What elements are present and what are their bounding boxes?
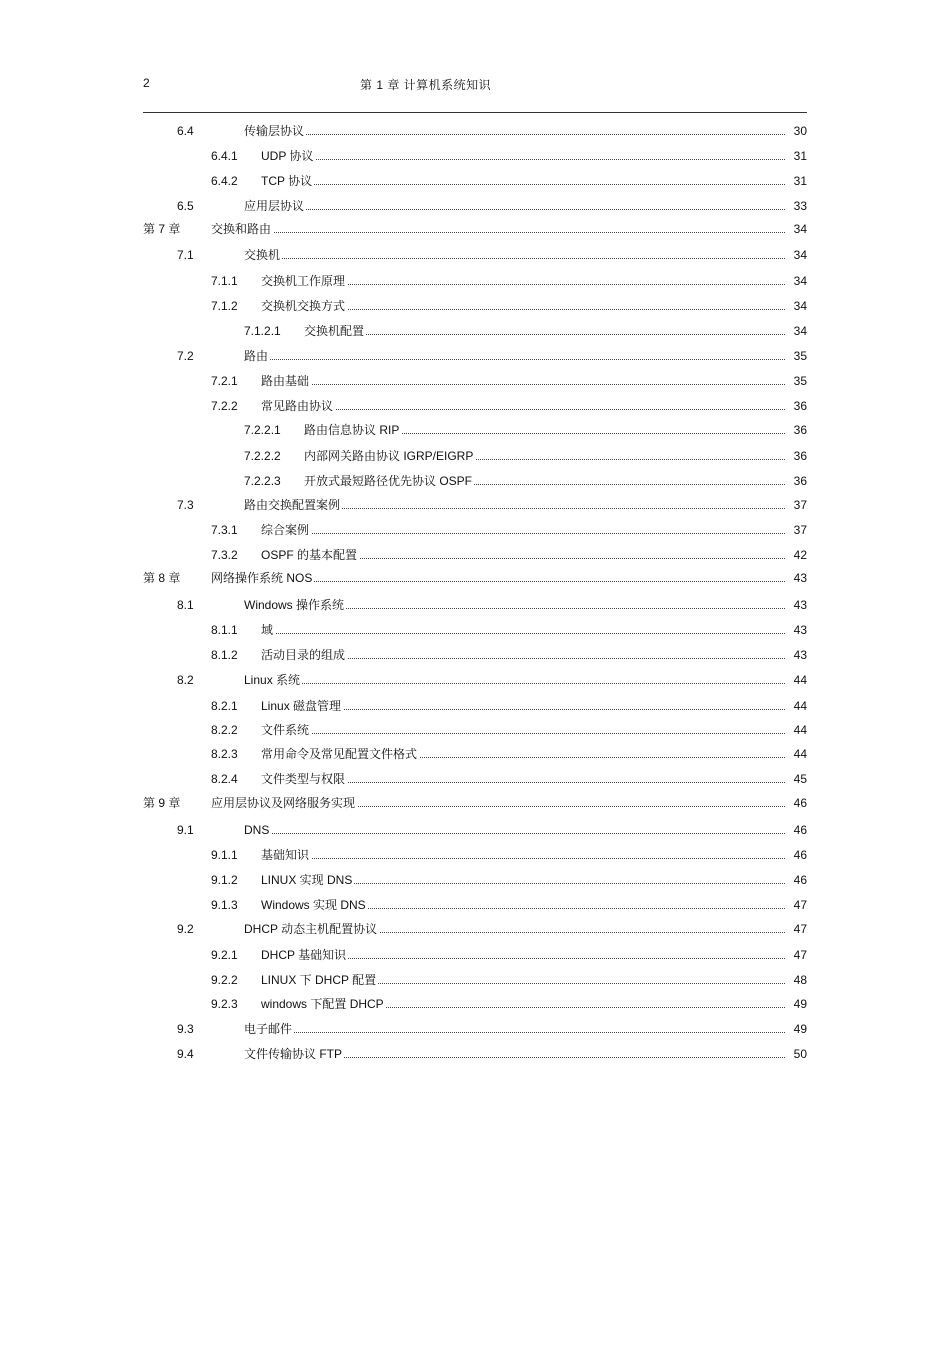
toc-entry-title: 交换和路由 <box>211 222 272 236</box>
toc-entry-number: 9.3 <box>177 1022 194 1036</box>
toc-entry[interactable] <box>0 721 950 739</box>
toc-entry-number: 9.4 <box>177 1047 194 1061</box>
toc-entry-title: 交换机工作原理 <box>261 274 346 288</box>
toc-entry-number: 7.2.2.2 <box>244 449 281 463</box>
toc-entry-page: 46 <box>785 821 807 839</box>
toc-entry-number: 9.1 <box>177 823 194 837</box>
toc-entry-title: DNS <box>244 823 270 837</box>
toc-entry[interactable] <box>0 322 950 340</box>
toc-entry-page: 43 <box>785 646 807 664</box>
toc-entry[interactable] <box>0 197 950 215</box>
toc-entry-page: 44 <box>785 745 807 763</box>
toc-entry-number: 6.4 <box>177 124 194 138</box>
toc-entry-page: 34 <box>785 297 807 315</box>
toc-entry-page: 49 <box>785 1020 807 1038</box>
toc-entry-title: 电子邮件 <box>244 1022 293 1036</box>
toc-entry[interactable] <box>0 246 950 264</box>
toc-entry[interactable] <box>0 272 950 290</box>
toc-entry-page: 33 <box>785 197 807 215</box>
toc-entry-title: Windows 实现 DNS <box>261 898 366 912</box>
toc-entry[interactable] <box>0 372 950 390</box>
toc-entry-title: TCP 协议 <box>261 174 313 188</box>
toc-entry-number: 9.2.2 <box>211 973 238 987</box>
toc-entry-number: 7.3.2 <box>211 548 238 562</box>
toc-entry-title: LINUX 下 DHCP 配置 <box>261 973 377 987</box>
toc-entry-title: 基础知识 <box>261 848 310 862</box>
toc-entry-page: 31 <box>785 147 807 165</box>
toc-entry[interactable] <box>0 496 950 514</box>
toc-entry-title: 路由交换配置案例 <box>244 498 341 512</box>
toc-entry-title: DHCP 基础知识 <box>261 948 347 962</box>
toc-entry-title: 路由基础 <box>261 374 310 388</box>
toc-entry-number: 第 9 章 <box>143 796 181 810</box>
toc-entry-title: 网络操作系统 NOS <box>211 571 313 585</box>
toc-entry-title: 交换机 <box>244 248 281 262</box>
toc-entry-number: 8.2.1 <box>211 699 238 713</box>
toc-entry-number: 6.4.1 <box>211 149 238 163</box>
toc-entry[interactable] <box>0 569 950 587</box>
toc-entry[interactable] <box>0 896 950 914</box>
toc-entry-page: 44 <box>785 721 807 739</box>
toc-entry-number: 8.2.4 <box>211 772 238 786</box>
toc-entry[interactable] <box>0 995 950 1013</box>
toc-dot-leader <box>211 232 785 233</box>
toc-entry-page: 43 <box>785 596 807 614</box>
toc-entry-title: 路由信息协议 RIP <box>304 423 400 437</box>
toc-entry-title: 开放式最短路径优先协议 OSPF <box>304 474 473 488</box>
toc-entry-page: 46 <box>785 871 807 889</box>
toc-entry[interactable] <box>0 220 950 238</box>
toc-entry-number: 8.1.1 <box>211 623 238 637</box>
toc-entry-page: 47 <box>785 920 807 938</box>
toc-entry[interactable] <box>0 447 950 465</box>
toc-entry-number: 第 7 章 <box>143 222 181 236</box>
toc-entry-title: 传输层协议 <box>244 124 305 138</box>
toc-entry-number: 7.2.2.3 <box>244 474 281 488</box>
toc-entry-page: 34 <box>785 220 807 238</box>
toc-entry-page: 34 <box>785 322 807 340</box>
toc-dot-leader <box>261 184 785 185</box>
toc-entry-title: 文件系统 <box>261 723 310 737</box>
toc-entry-number: 9.2.3 <box>211 997 238 1011</box>
toc-entry-title: 交换机交换方式 <box>261 299 346 313</box>
toc-entry-title: Linux 磁盘管理 <box>261 699 342 713</box>
toc-dot-leader <box>244 258 785 259</box>
toc-entry-title: 交换机配置 <box>304 324 365 338</box>
toc-dot-leader <box>244 209 785 210</box>
toc-dot-leader <box>261 533 785 534</box>
toc-entry-page: 37 <box>785 521 807 539</box>
toc-entry-number: 第 8 章 <box>143 571 181 585</box>
toc-entry-title: UDP 协议 <box>261 149 314 163</box>
toc-entry-title: OSPF 的基本配置 <box>261 548 358 562</box>
toc-entry[interactable] <box>0 971 950 989</box>
toc-entry-page: 48 <box>785 971 807 989</box>
toc-entry-page: 36 <box>785 397 807 415</box>
toc-entry-page: 50 <box>785 1045 807 1063</box>
toc-entry-title: 内部网关路由协议 IGRP/EIGRP <box>304 449 474 463</box>
toc-entry-number: 9.1.2 <box>211 873 238 887</box>
toc-entry-page: 47 <box>785 946 807 964</box>
toc-entry-page: 46 <box>785 794 807 812</box>
toc-dot-leader <box>244 683 785 684</box>
toc-dot-leader <box>244 833 785 834</box>
toc-entry-title: 常用命令及常见配置文件格式 <box>261 747 418 761</box>
toc-entry-title: Linux 系统 <box>244 673 301 687</box>
toc-entry-number: 9.1.3 <box>211 898 238 912</box>
toc-entry-title: 文件传输协议 FTP <box>244 1047 342 1061</box>
toc-entry-number: 7.1 <box>177 248 194 262</box>
toc-entry[interactable] <box>0 596 950 614</box>
toc-entry[interactable] <box>0 770 950 788</box>
toc-entry-title: 路由 <box>244 349 269 363</box>
toc-entry-page: 45 <box>785 770 807 788</box>
toc-entry-number: 9.2.1 <box>211 948 238 962</box>
toc-entry-number: 7.2.2 <box>211 399 238 413</box>
toc-dot-leader <box>244 359 785 360</box>
toc-entry-title: Windows 操作系统 <box>244 598 345 612</box>
toc-entry-number: 9.2 <box>177 922 194 936</box>
toc-entry-title: LINUX 实现 DNS <box>261 873 353 887</box>
toc-dot-leader <box>261 733 785 734</box>
toc-entry-number: 7.2.2.1 <box>244 423 281 437</box>
toc-entry-title: 域 <box>261 623 274 637</box>
toc-entry-page: 44 <box>785 671 807 689</box>
toc-entry[interactable] <box>0 646 950 664</box>
toc-entry-page: 37 <box>785 496 807 514</box>
toc-entry[interactable] <box>0 147 950 165</box>
toc-entry-number: 7.1.1 <box>211 274 238 288</box>
toc-entry[interactable] <box>0 671 950 689</box>
toc-entry[interactable] <box>0 745 950 763</box>
toc-entry-page: 36 <box>785 421 807 439</box>
toc-entry[interactable] <box>0 821 950 839</box>
toc-entry[interactable] <box>0 397 950 415</box>
toc-entry-number: 8.1 <box>177 598 194 612</box>
toc-entry[interactable] <box>0 472 950 490</box>
toc-entry-title: 应用层协议 <box>244 199 305 213</box>
toc-entry[interactable] <box>0 621 950 639</box>
toc-dot-leader <box>261 159 785 160</box>
toc-entry-page: 43 <box>785 621 807 639</box>
toc-entry-number: 7.3 <box>177 498 194 512</box>
toc-entry-page: 31 <box>785 172 807 190</box>
toc-entry-page: 43 <box>785 569 807 587</box>
toc-entry[interactable] <box>0 871 950 889</box>
toc-entry-page: 36 <box>785 447 807 465</box>
toc-entry-number: 8.2 <box>177 673 194 687</box>
toc-entry-title: 常见路由协议 <box>261 399 334 413</box>
toc-dot-leader <box>261 858 785 859</box>
toc-entry-title: 活动目录的组成 <box>261 648 346 662</box>
toc-entry[interactable] <box>0 172 950 190</box>
toc-entry[interactable] <box>0 846 950 864</box>
toc-entry-number: 8.2.3 <box>211 747 238 761</box>
toc-entry-page: 44 <box>785 697 807 715</box>
toc-entry-page: 36 <box>785 472 807 490</box>
page-number: 2 <box>143 76 150 90</box>
toc-entry[interactable] <box>0 1020 950 1038</box>
toc-entry[interactable] <box>0 946 950 964</box>
toc-dot-leader <box>304 334 785 335</box>
toc-entry-page: 49 <box>785 995 807 1013</box>
toc-entry-page: 46 <box>785 846 807 864</box>
toc-entry-title: 文件类型与权限 <box>261 772 346 786</box>
toc-entry-page: 35 <box>785 347 807 365</box>
toc-entry[interactable] <box>0 1045 950 1063</box>
toc-entry-title: 综合案例 <box>261 523 310 537</box>
toc-entry-page: 47 <box>785 896 807 914</box>
toc-entry-number: 9.1.1 <box>211 848 238 862</box>
toc-entry-page: 34 <box>785 246 807 264</box>
toc-entry[interactable] <box>0 794 950 812</box>
toc-entry[interactable] <box>0 421 950 439</box>
toc-entry-title: windows 下配置 DHCP <box>261 997 384 1011</box>
toc-entry-page: 35 <box>785 372 807 390</box>
toc-entry-number: 8.1.2 <box>211 648 238 662</box>
running-header: 第 1 章 计算机系统知识 <box>360 78 492 92</box>
toc-dot-leader <box>261 384 785 385</box>
toc-entry[interactable] <box>0 546 950 564</box>
toc-entry-number: 7.2 <box>177 349 194 363</box>
toc-entry-number: 7.2.1 <box>211 374 238 388</box>
toc-entry-number: 6.5 <box>177 199 194 213</box>
toc-dot-leader <box>244 134 785 135</box>
toc-entry[interactable] <box>0 521 950 539</box>
toc-entry-number: 8.2.2 <box>211 723 238 737</box>
toc-entry[interactable] <box>0 697 950 715</box>
toc-dot-leader <box>244 1032 785 1033</box>
toc-dot-leader <box>261 409 785 410</box>
toc-dot-leader <box>261 633 785 634</box>
toc-entry-page: 34 <box>785 272 807 290</box>
toc-entry[interactable] <box>0 122 950 140</box>
toc-entry-number: 6.4.2 <box>211 174 238 188</box>
toc-entry-number: 7.1.2 <box>211 299 238 313</box>
toc-entry-page: 30 <box>785 122 807 140</box>
toc-entry-title: 应用层协议及网络服务实现 <box>211 796 356 810</box>
toc-entry[interactable] <box>0 347 950 365</box>
toc-entry-title: DHCP 动态主机配置协议 <box>244 922 378 936</box>
toc-entry[interactable] <box>0 297 950 315</box>
toc-entry[interactable] <box>0 920 950 938</box>
toc-entry-number: 7.1.2.1 <box>244 324 281 338</box>
toc-entry-number: 7.3.1 <box>211 523 238 537</box>
toc-entry-page: 42 <box>785 546 807 564</box>
